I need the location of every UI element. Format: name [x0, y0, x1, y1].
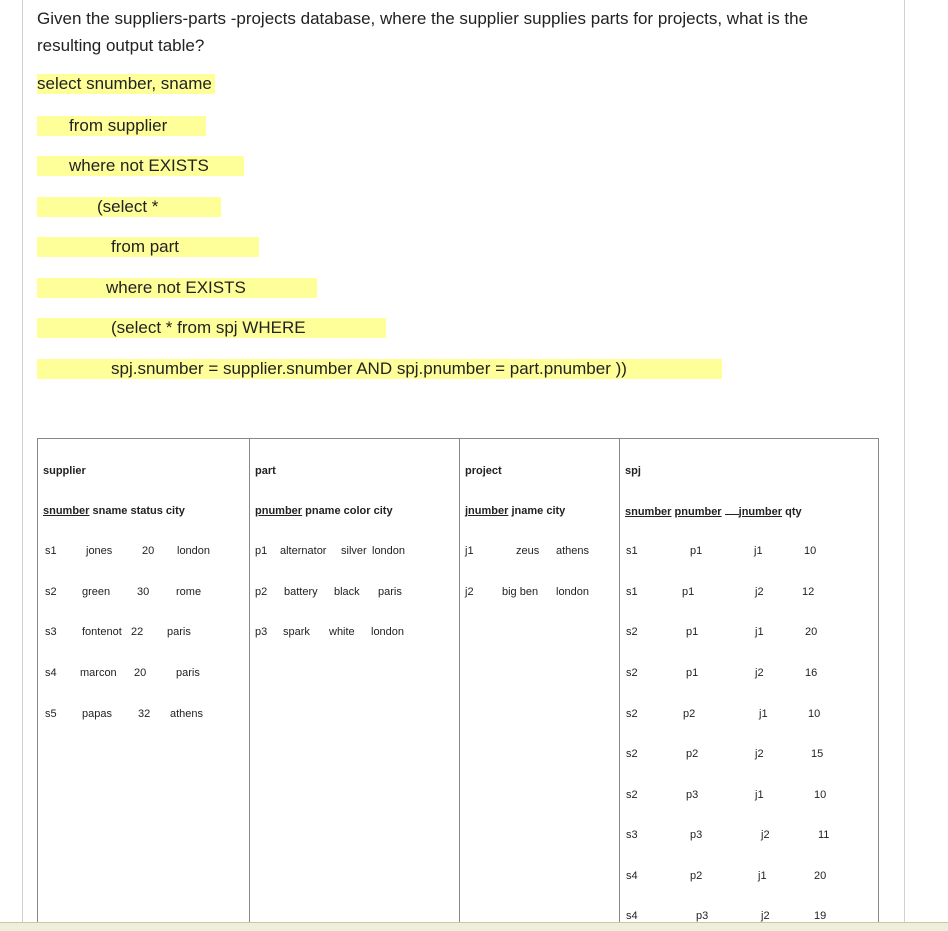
supplier-header-status: status [130, 505, 163, 517]
project-header-jnumber: jnumber [465, 505, 509, 517]
supplier-cell: 20 [142, 545, 155, 557]
part-cell: silver [341, 545, 367, 557]
part-cell: alternator [280, 545, 327, 557]
project-cell: zeus [516, 545, 540, 557]
spj-cell: p1 [686, 667, 699, 679]
supplier-header-sname: sname [92, 505, 128, 517]
query-line-5: from part [37, 237, 259, 257]
supplier-header-snumber: snumber [43, 505, 90, 517]
spj-cell: p1 [686, 626, 699, 638]
supplier-cell: 20 [134, 667, 147, 679]
part-cell: p3 [255, 626, 268, 638]
spj-cell: p3 [696, 910, 709, 922]
query-line-6: where not EXISTS [37, 278, 317, 298]
spj-cell: j2 [755, 748, 764, 760]
project-header-jname: jname [511, 505, 544, 517]
project-cell: j1 [465, 545, 474, 557]
supplier-cell: papas [82, 708, 112, 720]
query-line-8: spj.snumber = supplier.snumber AND spj.pnumber = part.pnumber )) [37, 359, 722, 379]
part-cell: london [371, 626, 405, 638]
part-header-pnumber: pnumber [255, 505, 303, 517]
spj-cell: j2 [761, 910, 770, 922]
spj-cell: 12 [802, 586, 815, 598]
spj-cell: 11 [818, 829, 830, 841]
spj-cell: j2 [755, 586, 764, 598]
spj-cell: j1 [755, 789, 764, 801]
spj-cell: p3 [686, 789, 699, 801]
spj-header-row [625, 505, 802, 518]
part-header-city: city [373, 505, 393, 517]
supplier-cell: s2 [45, 586, 57, 598]
question-text: Given the suppliers-parts -projects database, where the supplier supplies parts for projects, what is the resulting output table? [37, 9, 809, 55]
spj-cell: s3 [626, 829, 638, 841]
spj-header-qty: qty [785, 506, 802, 518]
project-table-title: project [465, 465, 502, 477]
spj-cell: 16 [805, 667, 818, 679]
project-cell: big ben [502, 586, 539, 598]
query-line-4: (select * [37, 197, 221, 217]
column-divider [619, 439, 620, 927]
project-cell: athens [556, 545, 590, 557]
project-cell: london [556, 586, 590, 598]
supplier-cell: s1 [45, 545, 57, 557]
spj-cell: j2 [761, 829, 770, 841]
part-header-row [255, 505, 393, 517]
supplier-cell: athens [170, 708, 204, 720]
part-cell: black [334, 586, 360, 598]
part-cell: battery [284, 586, 318, 598]
spj-cell: 20 [814, 870, 827, 882]
spj-cell: 10 [808, 708, 821, 720]
spj-table-title: spj [625, 465, 641, 477]
supplier-cell: 22 [131, 626, 144, 638]
supplier-cell: 30 [137, 586, 150, 598]
spj-cell: 15 [811, 748, 824, 760]
spj-cell: j1 [754, 545, 763, 557]
part-header-pname: pname [305, 505, 341, 517]
spj-cell: p2 [686, 748, 699, 760]
supplier-cell: paris [167, 626, 191, 638]
spj-cell: s4 [626, 910, 638, 922]
supplier-cell: fontenot [82, 626, 122, 638]
spj-header-snumber: snumber [625, 506, 672, 518]
part-cell: london [372, 545, 406, 557]
part-cell: p2 [255, 586, 268, 598]
spj-cell: j1 [758, 870, 767, 882]
supplier-cell: marcon [80, 667, 117, 679]
spj-cell: s1 [626, 545, 638, 557]
column-divider [459, 439, 460, 927]
supplier-table-title: supplier [43, 465, 86, 477]
spj-cell: p1 [690, 545, 703, 557]
supplier-cell: rome [176, 586, 202, 598]
spj-cell: 19 [814, 910, 827, 922]
part-cell: paris [378, 586, 402, 598]
spj-header-pnumber: pnumber [674, 506, 722, 518]
part-table-title: part [255, 465, 276, 477]
supplier-cell: s4 [45, 667, 57, 679]
query-line-3: where not EXISTS [37, 156, 244, 176]
supplier-cell: 32 [138, 708, 151, 720]
query-line-1: select snumber, sname [37, 74, 215, 94]
spj-cell: p2 [683, 708, 696, 720]
part-cell: spark [283, 626, 310, 638]
column-divider [249, 439, 250, 927]
part-cell: white [329, 626, 355, 638]
part-header-color: color [343, 505, 371, 517]
spj-cell: p1 [682, 586, 695, 598]
spj-cell: s2 [626, 789, 638, 801]
spj-cell: 20 [805, 626, 818, 638]
spj-cell: p3 [690, 829, 703, 841]
spj-cell: s2 [626, 708, 638, 720]
spj-cell: 10 [804, 545, 817, 557]
spj-cell: j2 [755, 667, 764, 679]
spj-cell: s4 [626, 870, 638, 882]
supplier-header-row [43, 505, 185, 517]
query-line-7: (select * from spj WHERE [37, 318, 386, 338]
spj-cell: p2 [690, 870, 703, 882]
database-tables [37, 438, 879, 928]
supplier-cell: paris [176, 667, 200, 679]
project-cell: j2 [465, 586, 474, 598]
supplier-cell: green [82, 586, 111, 598]
supplier-cell: jones [86, 545, 113, 557]
spj-cell: j1 [759, 708, 768, 720]
spj-cell: j1 [755, 626, 764, 638]
spj-cell: s2 [626, 667, 638, 679]
spj-cell: 10 [814, 789, 827, 801]
spj-cell: s2 [626, 626, 638, 638]
spj-header-jnumber: jnumber [738, 506, 783, 518]
spj-cell: s1 [626, 586, 638, 598]
supplier-header-city: city [165, 505, 185, 517]
supplier-cell: london [177, 545, 211, 557]
project-header-city: city [546, 505, 566, 517]
spj-cell: s2 [626, 748, 638, 760]
project-header-row [465, 505, 565, 517]
part-cell: p1 [255, 545, 268, 557]
supplier-cell: s3 [45, 626, 57, 638]
query-line-2: from supplier [37, 116, 206, 136]
supplier-cell: s5 [45, 708, 57, 720]
